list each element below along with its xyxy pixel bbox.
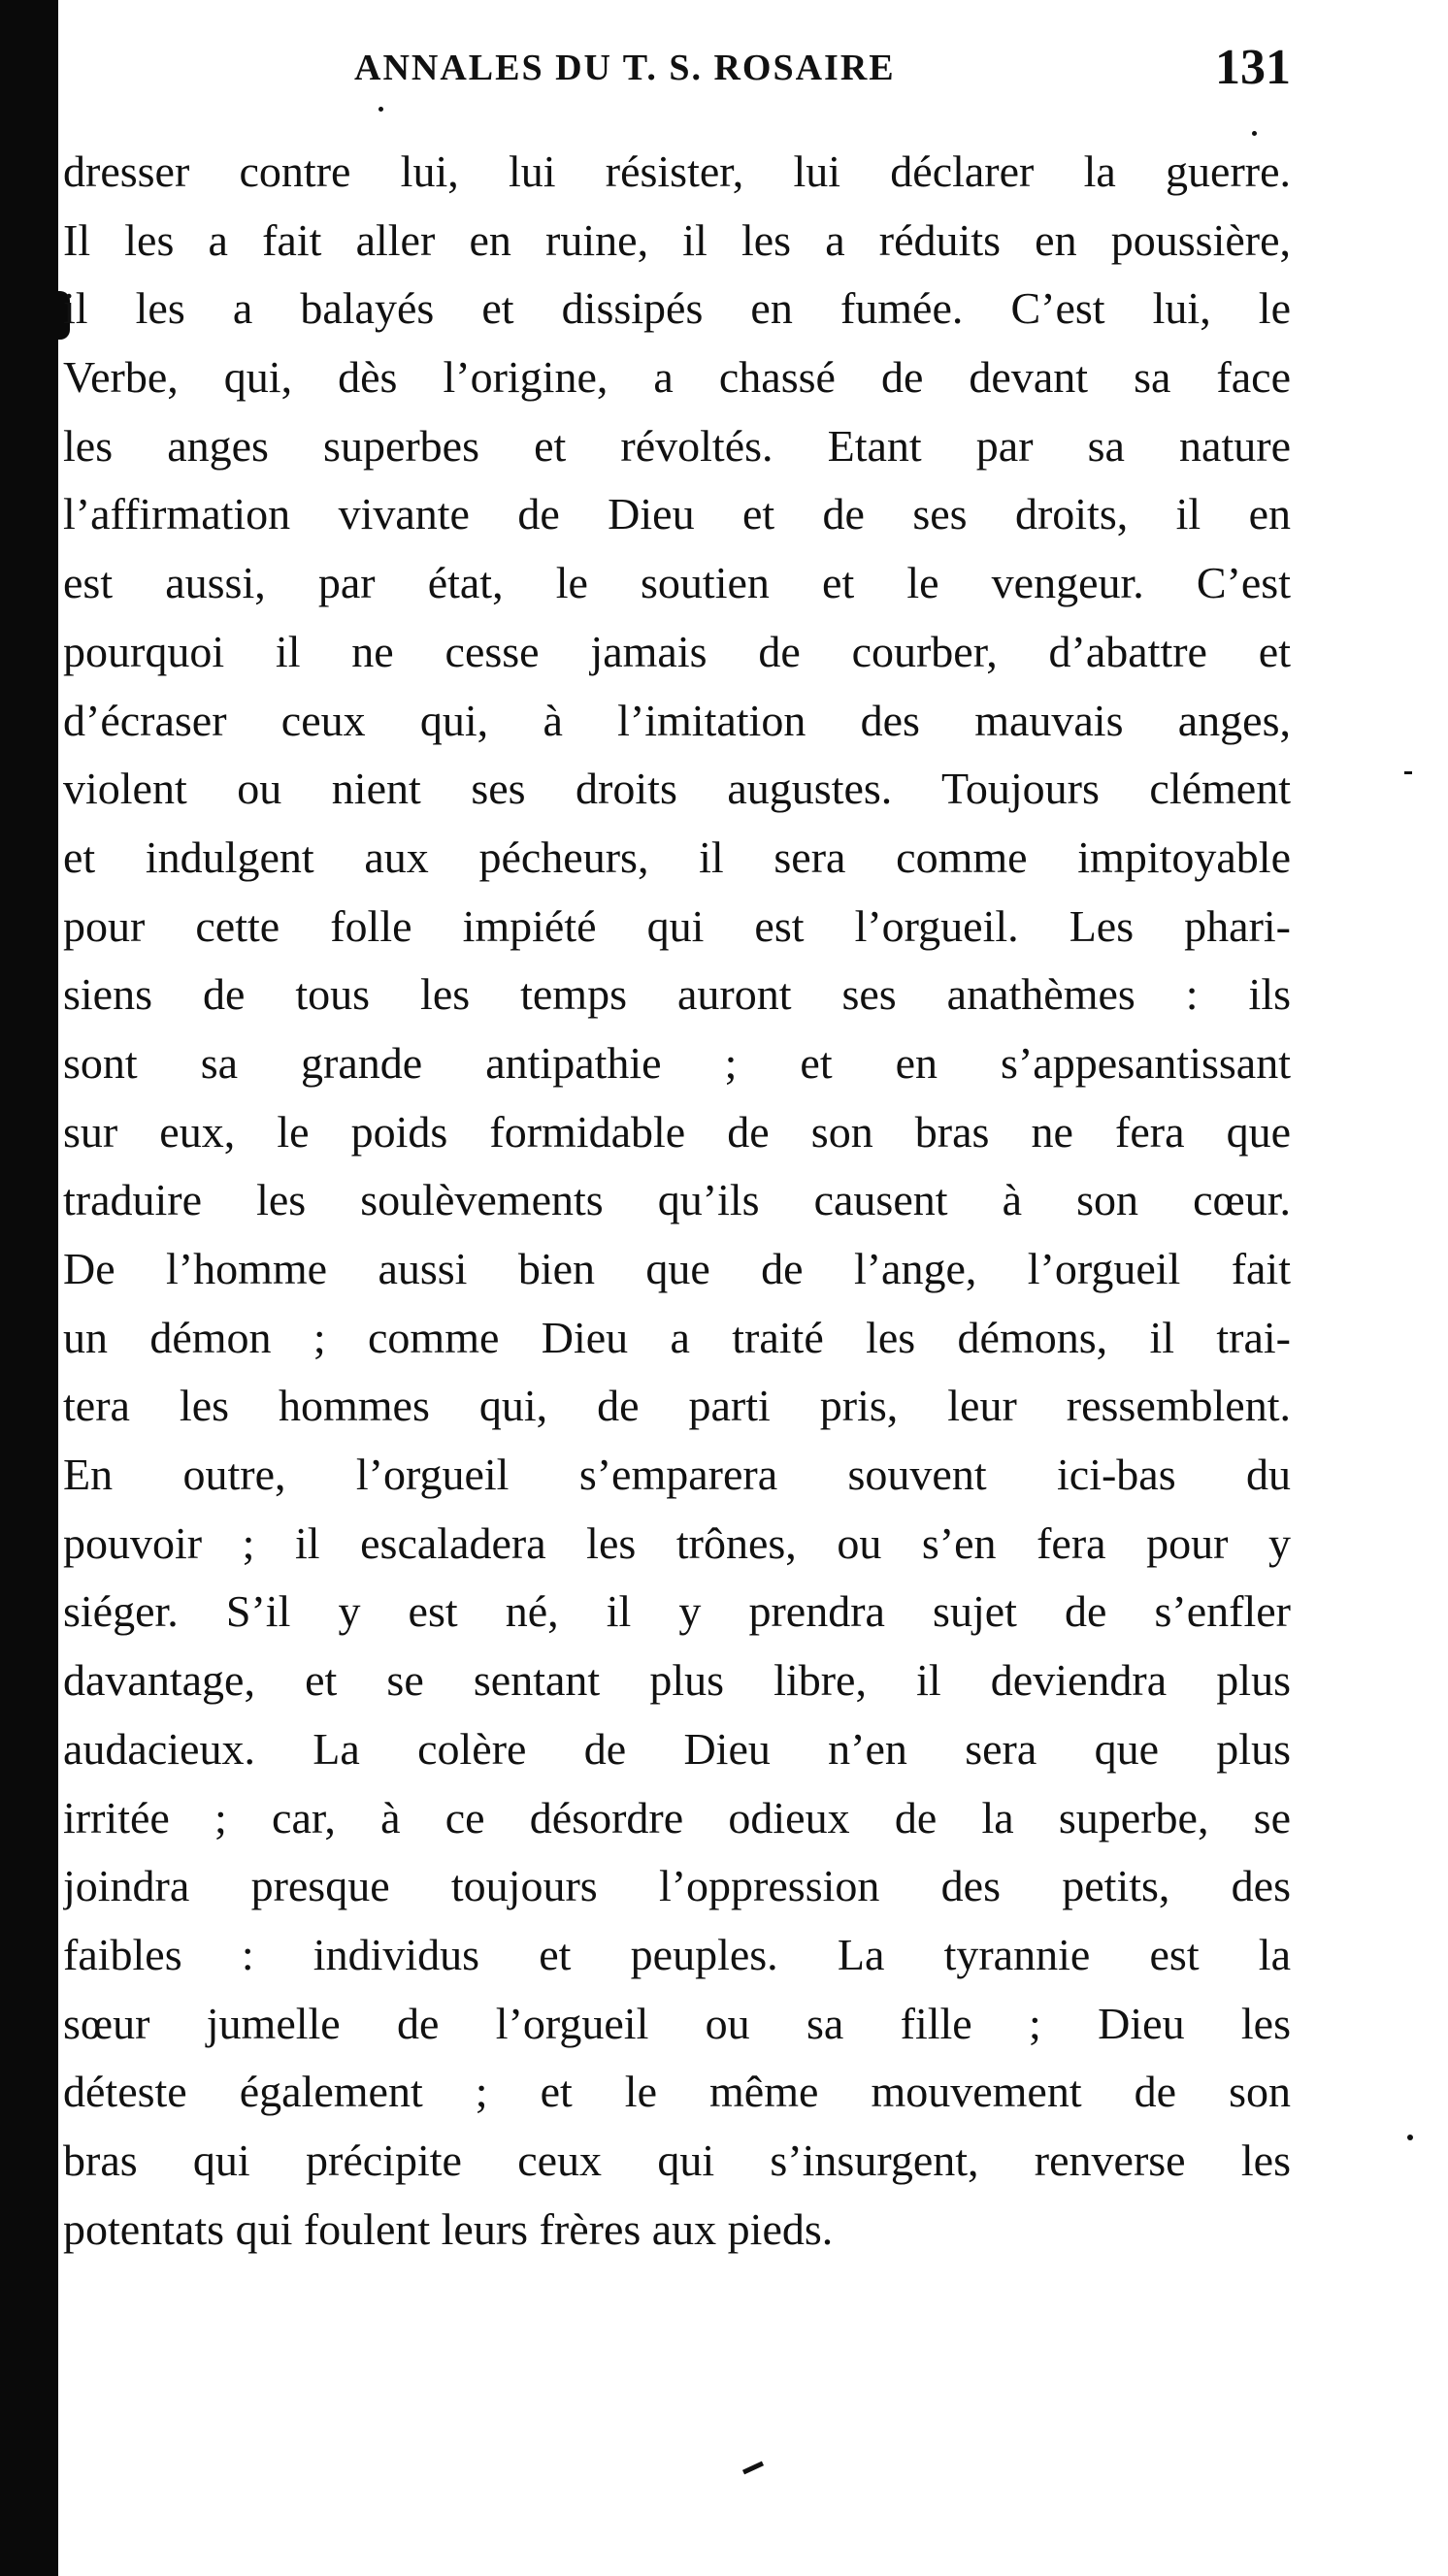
text-line: faibles : individus et peuples. La tyrannie est la [63,1929,1291,1979]
scan-speck [1252,131,1257,136]
text-line: un démon ; comme Dieu a traité les démons, il trai- [63,1312,1291,1362]
page-binding-edge [0,0,58,2576]
text-line: bras qui précipite ceux qui s’insurgent, renverse les [63,2135,1291,2185]
text-line: est aussi, par état, le soutien et le vengeur. C’est [63,558,1291,608]
page-header [58,39,1300,97]
text-line: sur eux, le poids formidable de son bras ne fera que [63,1106,1291,1157]
text-line: déteste également ; et le même mouvement de son [63,2067,1291,2117]
text-line: d’écraser ceux qui, à l’imitation des mauvais anges, [63,695,1291,745]
text-line: pour cette folle impiété qui est l’orgueil. Les phari- [63,900,1291,951]
text-line: dresser contre lui, lui résister, lui déclarer la guerre. [63,147,1291,196]
text-line: Il les a fait aller en ruine, il les a réduits en poussière, [63,214,1291,265]
text-line: davantage, et se sentant plus libre, il deviendra plus [63,1655,1291,1706]
scan-speck [378,107,383,112]
page-number: 131 [1215,40,1291,95]
text-line: En outre, l’orgueil s’emparera souvent ici-bas du [63,1450,1291,1500]
text-line: tera les hommes qui, de parti pris, leur ressemblent. [63,1381,1291,1431]
text-line: les anges superbes et révoltés. Etant par sa nature [63,420,1291,471]
text-line: potentats qui foulent leurs frères aux pieds. [63,2203,834,2254]
scan-speck [1404,771,1412,774]
text-line: siens de tous les temps auront ses anathèmes : ils [63,969,1291,1020]
text-line: pouvoir ; il escaladera les trônes, ou s’en fera pour y [63,1517,1291,1568]
text-line: et indulgent aux pécheurs, il sera comme impitoyable [63,831,1291,882]
text-line: Verbe, qui, dès l’origine, a chassé de devant sa face [63,352,1291,403]
text-line: sœur jumelle de l’orgueil ou sa fille ; Dieu les [63,1998,1291,2048]
text-line: joindra presque toujours l’oppression des petits, des [63,1861,1291,1911]
running-title: ANNALES DU T. S. ROSAIRE [354,48,896,88]
body-text [63,138,1291,2264]
text-line: traduire les soulèvements qu’ils causent à son cœur. [63,1175,1291,1225]
text-line: l’affirmation vivante de Dieu et de ses droits, il en [63,489,1291,539]
text-line: De l’homme aussi bien que de l’ange, l’orgueil fait [63,1244,1291,1293]
text-line: audacieux. La colère de Dieu n’en sera que plus [63,1723,1291,1774]
scan-speck [1407,2135,1413,2140]
text-line: violent ou nient ses droits augustes. Toujours clément [63,764,1291,814]
text-line: il les a balayés et dissipés en fumée. C’est lui, le [63,283,1291,334]
text-line: sont sa grande antipathie ; et en s’appesantissant [63,1037,1291,1088]
text-line: siéger. S’il y est né, il y prendra sujet de s’enfler [63,1586,1291,1637]
scan-speck [742,2462,764,2475]
text-line: pourquoi il ne cesse jamais de courber, d’abattre et [63,626,1291,676]
text-line: irritée ; car, à ce désordre odieux de la superbe, se [63,1792,1291,1842]
